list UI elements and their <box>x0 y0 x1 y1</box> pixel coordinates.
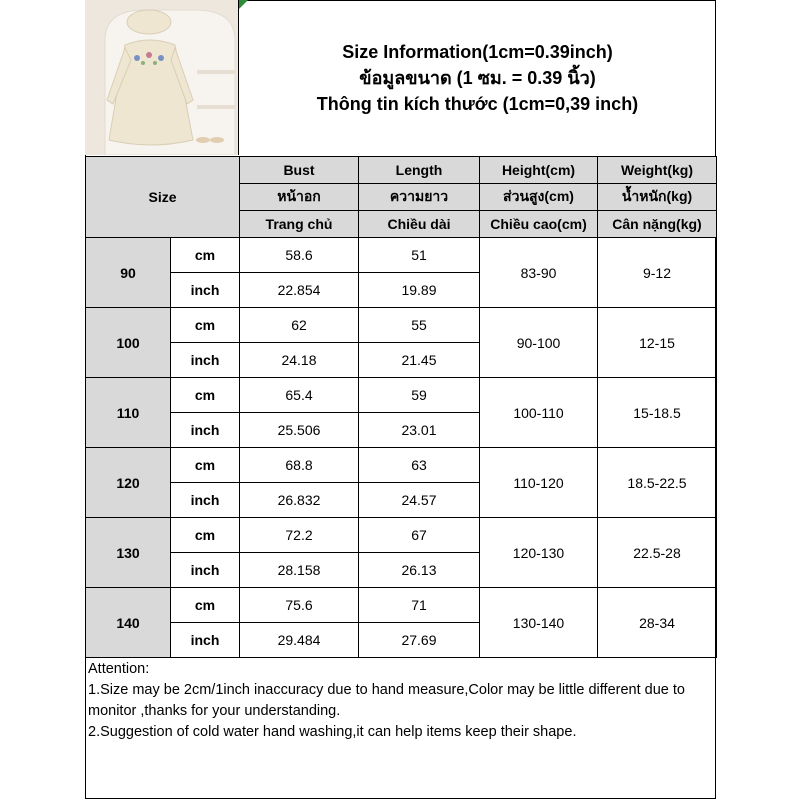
weight-range: 28-34 <box>598 588 717 658</box>
height-range: 130-140 <box>480 588 598 658</box>
bust-cm: 62 <box>240 308 359 343</box>
product-photo <box>85 0 239 155</box>
unit-cm: cm <box>171 588 240 623</box>
title-english: Size Information(1cm=0.39inch) <box>342 41 613 62</box>
length-inch: 21.45 <box>359 343 480 378</box>
col-length-th: ความยาว <box>359 184 480 211</box>
unit-inch: inch <box>171 273 240 308</box>
length-inch: 26.13 <box>359 553 480 588</box>
bust-inch: 29.484 <box>240 623 359 658</box>
unit-inch: inch <box>171 413 240 448</box>
bust-cm: 75.6 <box>240 588 359 623</box>
unit-inch: inch <box>171 553 240 588</box>
col-bust-en: Bust <box>240 157 359 184</box>
col-height-en: Height(cm) <box>480 157 598 184</box>
table-row <box>86 378 717 413</box>
size-label: 110 <box>86 378 171 448</box>
length-inch: 24.57 <box>359 483 480 518</box>
table-row <box>86 588 717 623</box>
weight-range: 9-12 <box>598 238 717 308</box>
table-row <box>86 518 717 553</box>
unit-cm: cm <box>171 308 240 343</box>
col-weight-th: น้ำหนัก(kg) <box>598 184 717 211</box>
title-vietnamese: Thông tin kích thước (1cm=0,39 inch) <box>316 93 639 114</box>
size-label: 90 <box>86 238 171 308</box>
dress-photo-illustration <box>85 0 238 155</box>
bust-cm: 72.2 <box>240 518 359 553</box>
weight-range: 18.5-22.5 <box>598 448 717 518</box>
size-table <box>85 156 717 658</box>
attention-notes <box>88 659 714 743</box>
height-range: 90-100 <box>480 308 598 378</box>
bust-inch: 28.158 <box>240 553 359 588</box>
note-line-2: 2.Suggestion of cold water hand washing,it can help items keep their shape. <box>88 724 577 740</box>
header-row-english <box>86 157 717 184</box>
length-cm: 51 <box>359 238 480 273</box>
weight-range: 22.5-28 <box>598 518 717 588</box>
height-range: 120-130 <box>480 518 598 588</box>
weight-range: 15-18.5 <box>598 378 717 448</box>
length-inch: 27.69 <box>359 623 480 658</box>
col-bust-vi: Trang chủ <box>240 211 359 238</box>
bust-cm: 58.6 <box>240 238 359 273</box>
bust-cm: 68.8 <box>240 448 359 483</box>
size-label: 100 <box>86 308 171 378</box>
unit-cm: cm <box>171 378 240 413</box>
length-cm: 67 <box>359 518 480 553</box>
bust-inch: 22.854 <box>240 273 359 308</box>
col-length-en: Length <box>359 157 480 184</box>
height-range: 83-90 <box>480 238 598 308</box>
length-cm: 59 <box>359 378 480 413</box>
length-inch: 19.89 <box>359 273 480 308</box>
unit-inch: inch <box>171 483 240 518</box>
unit-inch: inch <box>171 343 240 378</box>
size-label: 120 <box>86 448 171 518</box>
bust-inch: 26.832 <box>240 483 359 518</box>
size-info-title <box>239 0 716 155</box>
length-cm: 71 <box>359 588 480 623</box>
notes-heading: Attention: <box>88 661 150 677</box>
bust-cm: 65.4 <box>240 378 359 413</box>
table-row <box>86 448 717 483</box>
bust-inch: 24.18 <box>240 343 359 378</box>
unit-inch: inch <box>171 623 240 658</box>
col-height-th: ส่วนสูง(cm) <box>480 184 598 211</box>
unit-cm: cm <box>171 518 240 553</box>
col-bust-th: หน้าอก <box>240 184 359 211</box>
size-label: 140 <box>86 588 171 658</box>
title-thai: ข้อมูลขนาด (1 ซม. = 0.39 นิ้ว) <box>359 67 596 88</box>
col-weight-en: Weight(kg) <box>598 157 717 184</box>
unit-cm: cm <box>171 238 240 273</box>
height-range: 100-110 <box>480 378 598 448</box>
col-length-vi: Chiều dài <box>359 211 480 238</box>
bust-inch: 25.506 <box>240 413 359 448</box>
size-label: 130 <box>86 518 171 588</box>
unit-cm: cm <box>171 448 240 483</box>
col-weight-vi: Cân nặng(kg) <box>598 211 717 238</box>
table-row <box>86 238 717 273</box>
size-header: Size <box>86 157 240 238</box>
weight-range: 12-15 <box>598 308 717 378</box>
col-height-vi: Chiều cao(cm) <box>480 211 598 238</box>
table-row <box>86 308 717 343</box>
length-cm: 55 <box>359 308 480 343</box>
length-cm: 63 <box>359 448 480 483</box>
length-inch: 23.01 <box>359 413 480 448</box>
note-line-1: 1.Size may be 2cm/1inch inaccuracy due to hand measure,Color may be little different due to monitor ,thanks for your understanding. <box>88 682 685 719</box>
height-range: 110-120 <box>480 448 598 518</box>
